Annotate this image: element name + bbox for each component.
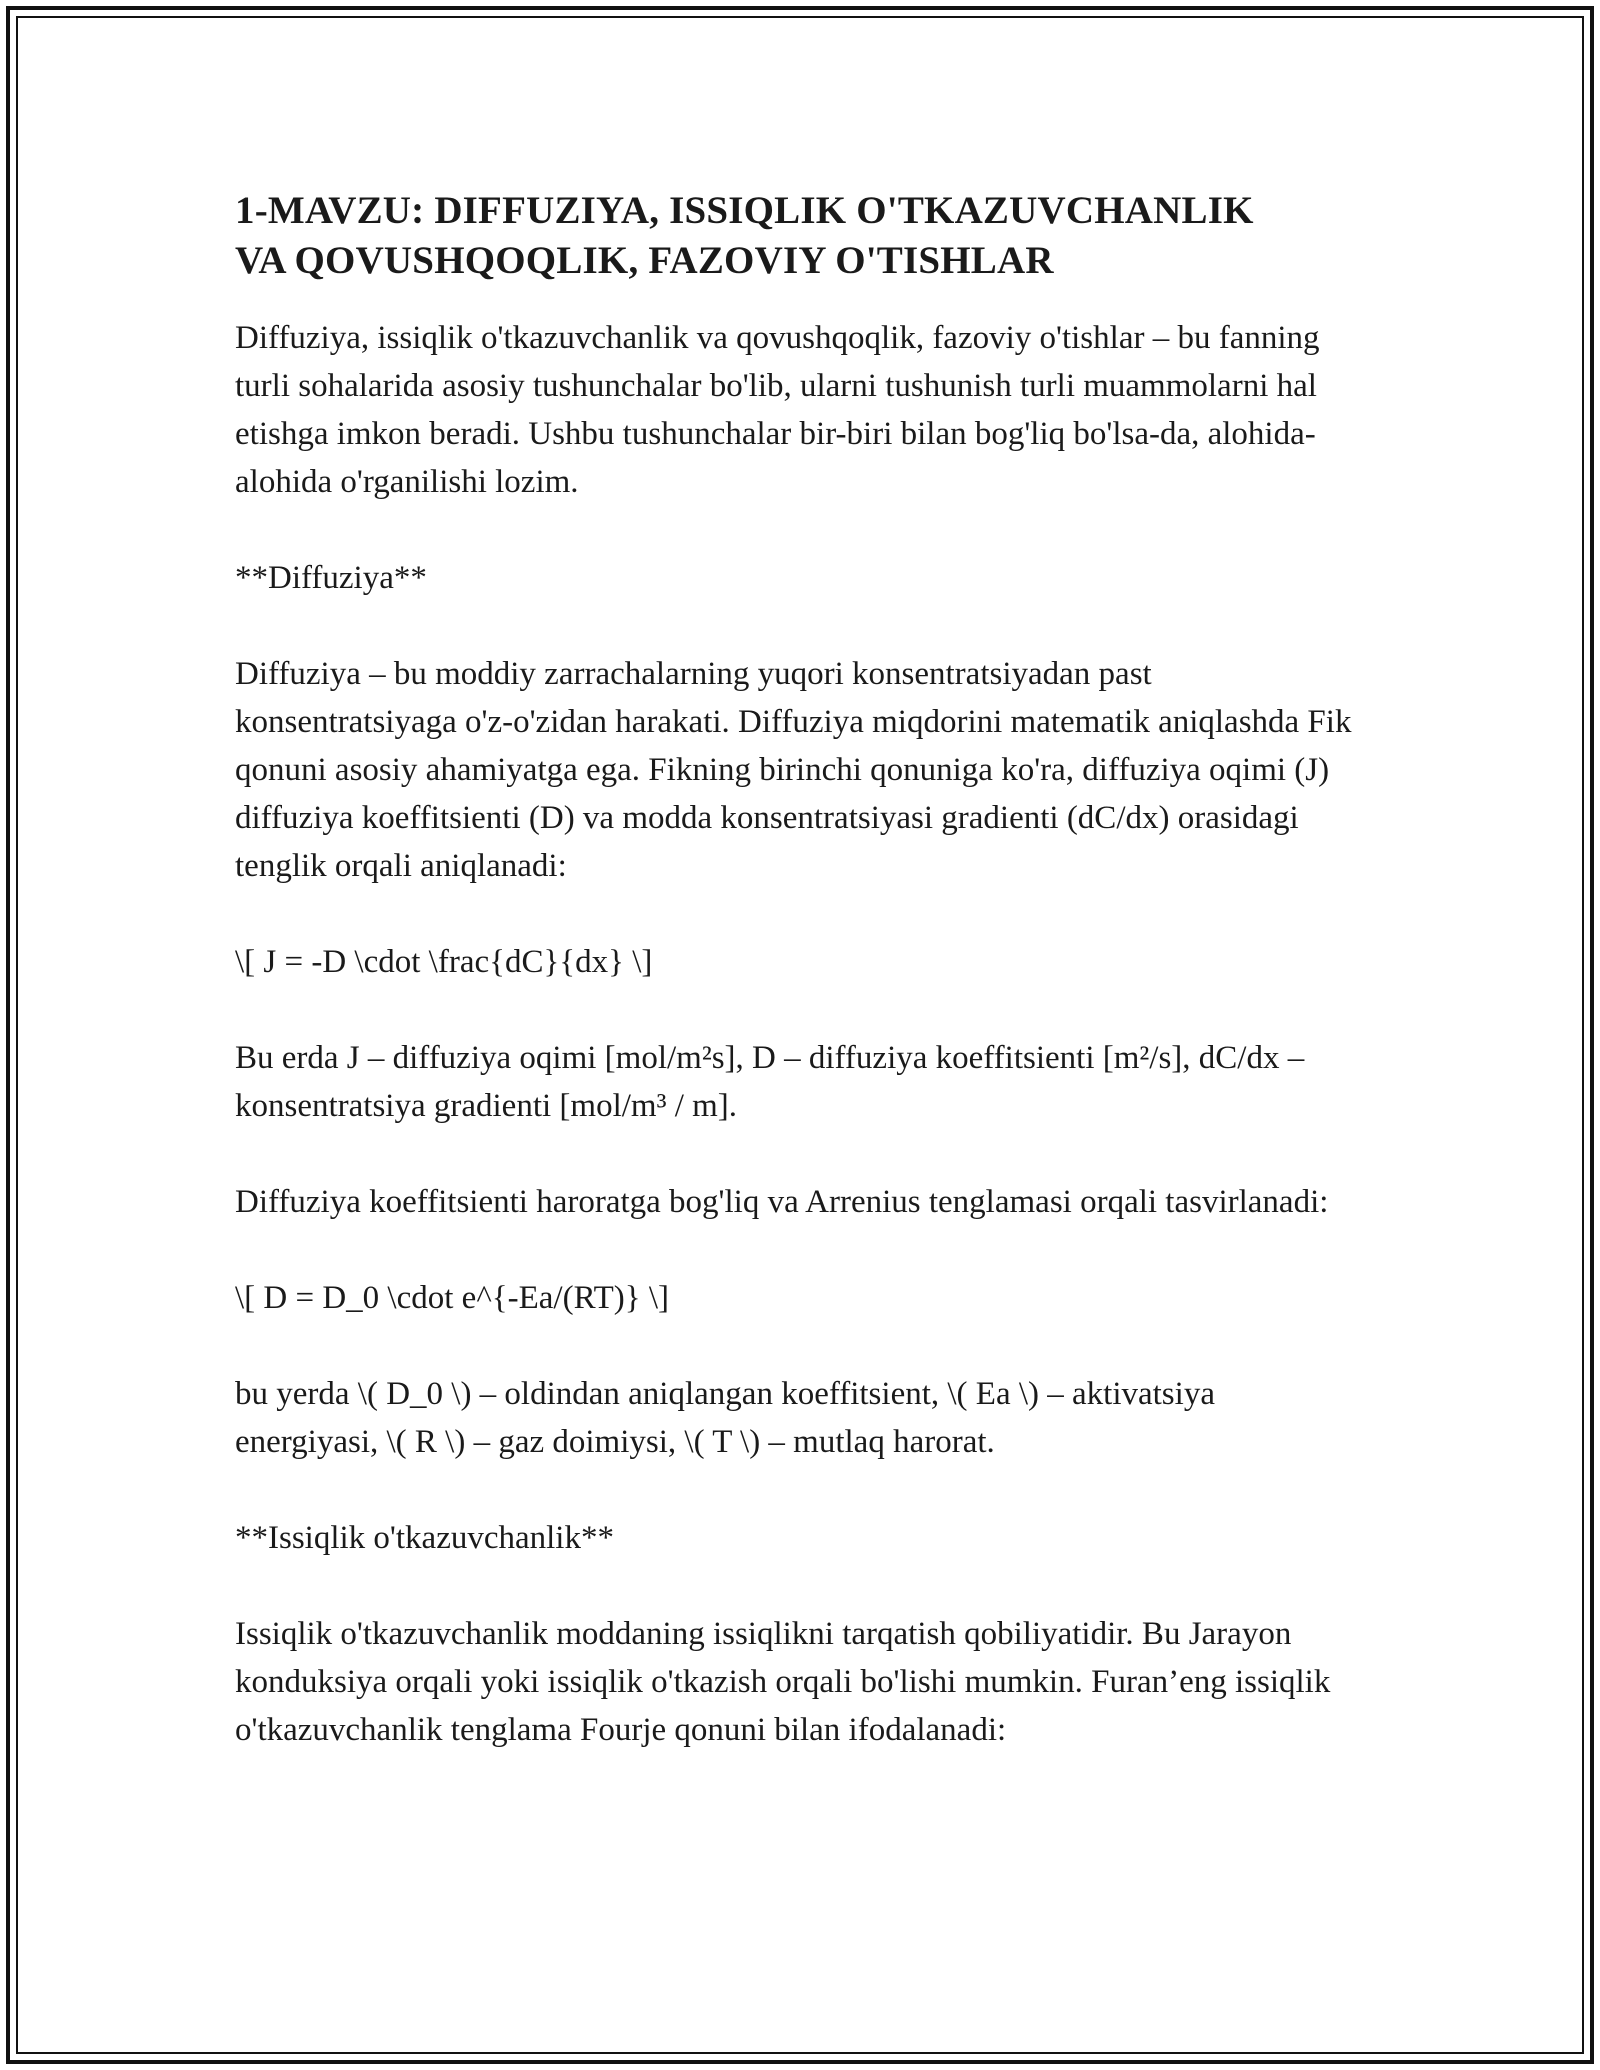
document-body	[235, 186, 1365, 1754]
arrhenius-variables: bu yerda \( D_0 \) – oldindan aniqlangan koeffitsient, \( Ea \) – aktivatsiya energiyasi, \( R \) – gaz doimiysi, \( T \) – mutlaq harorat.	[235, 1376, 1215, 1460]
arrhenius-formula: \[ D = D_0 \cdot e^{-Ea/(RT)} \]	[235, 1280, 670, 1316]
fick-law-variables: Bu erda J – diffuziya oqimi [mol/m²s], D – diffuziya koeffitsienti [m²/s], dC/dx – konsentratsiya gradienti [mol/m³ / m].	[235, 1040, 1305, 1124]
diffuziya-heading: **Diffuziya**	[235, 560, 427, 596]
arrhenius-intro: Diffuziya koeffitsienti haroratga bog'liq va Arrenius tenglamasi orqali tasvirlanadi:	[235, 1184, 1329, 1220]
title-line-2: VA QOVUSHQOQLIK, FAZOVIY O'TISHLAR	[235, 239, 1054, 282]
title-line-1: 1-MAVZU: DIFFUZIYA, ISSIQLIK O'TKAZUVCHANLIK	[235, 189, 1254, 232]
fick-law-formula: \[ J = -D \cdot \frac{dC}{dx} \]	[235, 944, 653, 980]
diffuziya-paragraph: Diffuziya – bu moddiy zarrachalarning yuqori konsentratsiyadan past konsentratsiyaga o'z-o'zidan harakati. Diffuziya miqdorini matematik aniqlashda Fik qonuni asosiy ahamiyatga ega. Fikning birinchi qonuniga ko'ra, diffuziya oqimi (J) diffuziya koeffitsienti (D) va modda konsentratsiyasi gradienti (dC/dx) orasidagi tenglik orqali aniqlanadi:	[235, 656, 1352, 884]
issiqlik-paragraph: Issiqlik o'tkazuvchanlik moddaning issiqlikni tarqatish qobiliyatidir. Bu Jarayon konduksiya orqali yoki issiqlik o'tkazish orqali bo'lishi mumkin. Furan’eng issiqlik o'tkazuvchanlik tenglama Fourje qonuni bilan ifodalanadi:	[235, 1616, 1331, 1748]
issiqlik-heading: **Issiqlik o'tkazuvchanlik**	[235, 1520, 614, 1556]
intro-paragraph: Diffuziya, issiqlik o'tkazuvchanlik va qovushqoqlik, fazoviy o'tishlar – bu fanning turli sohalarida asosiy tushunchalar bo'lib, ularni tushunish turli muammolarni hal etishga imkon beradi. Ushbu tushunchalar bir-biri bilan bog'liq bo'lsa-da, alohida-alohida o'rganilishi lozim.	[235, 320, 1320, 500]
document-title	[235, 186, 1365, 286]
